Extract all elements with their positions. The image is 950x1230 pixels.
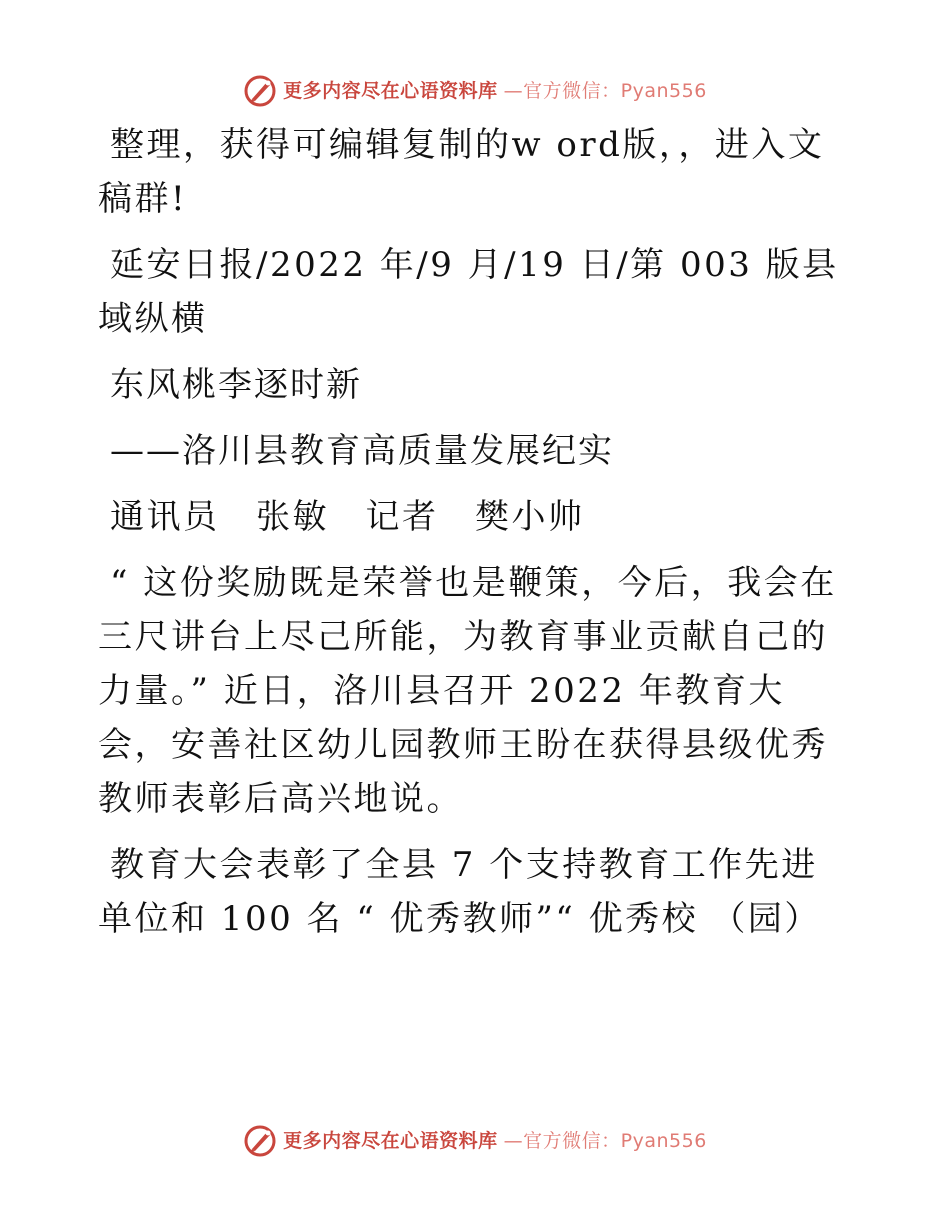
- paragraph-body-1: “ 这份奖励既是荣誉也是鞭策，今后，我会在三尺讲台上尽己所能，为教育事业贡献自己的力量。” 近日，洛川县召开 2022 年教育大会，安善社区幼儿园教师王盼在获得县级优秀教师表彰后高兴地说。: [98, 563, 837, 819]
- article-byline: 通讯员 张敏 记者 樊小帅: [110, 497, 585, 537]
- watermark-header: [0, 74, 950, 108]
- watermark-sub-text: —官方微信：Pyan556: [503, 1129, 707, 1152]
- quill-pen-logo-icon: [243, 74, 277, 108]
- watermark-main-text: 更多内容尽在心语资料库: [283, 1129, 498, 1152]
- watermark-footer: [0, 1124, 950, 1158]
- paragraph-body-2: 教育大会表彰了全县 7 个支持教育工作先进单位和 100 名 “ 优秀教师”“ 优秀校 （园）: [98, 845, 821, 939]
- watermark-sub-text: —官方微信：Pyan556: [503, 79, 707, 102]
- paragraph-intro: 整理，获得可编辑复制的w ord版，，进入文稿群!: [98, 125, 825, 219]
- article-subtitle: ——洛川县教育高质量发展纪实: [110, 431, 614, 471]
- watermark-main-text: 更多内容尽在心语资料库: [283, 79, 498, 102]
- article-title: 东风桃李逐时新: [110, 365, 362, 405]
- document-body: [98, 118, 850, 958]
- paragraph-source: 延安日报/2022 年/9 月/19 日/第 003 版县域纵横: [98, 245, 839, 339]
- quill-pen-logo-icon: [243, 1124, 277, 1158]
